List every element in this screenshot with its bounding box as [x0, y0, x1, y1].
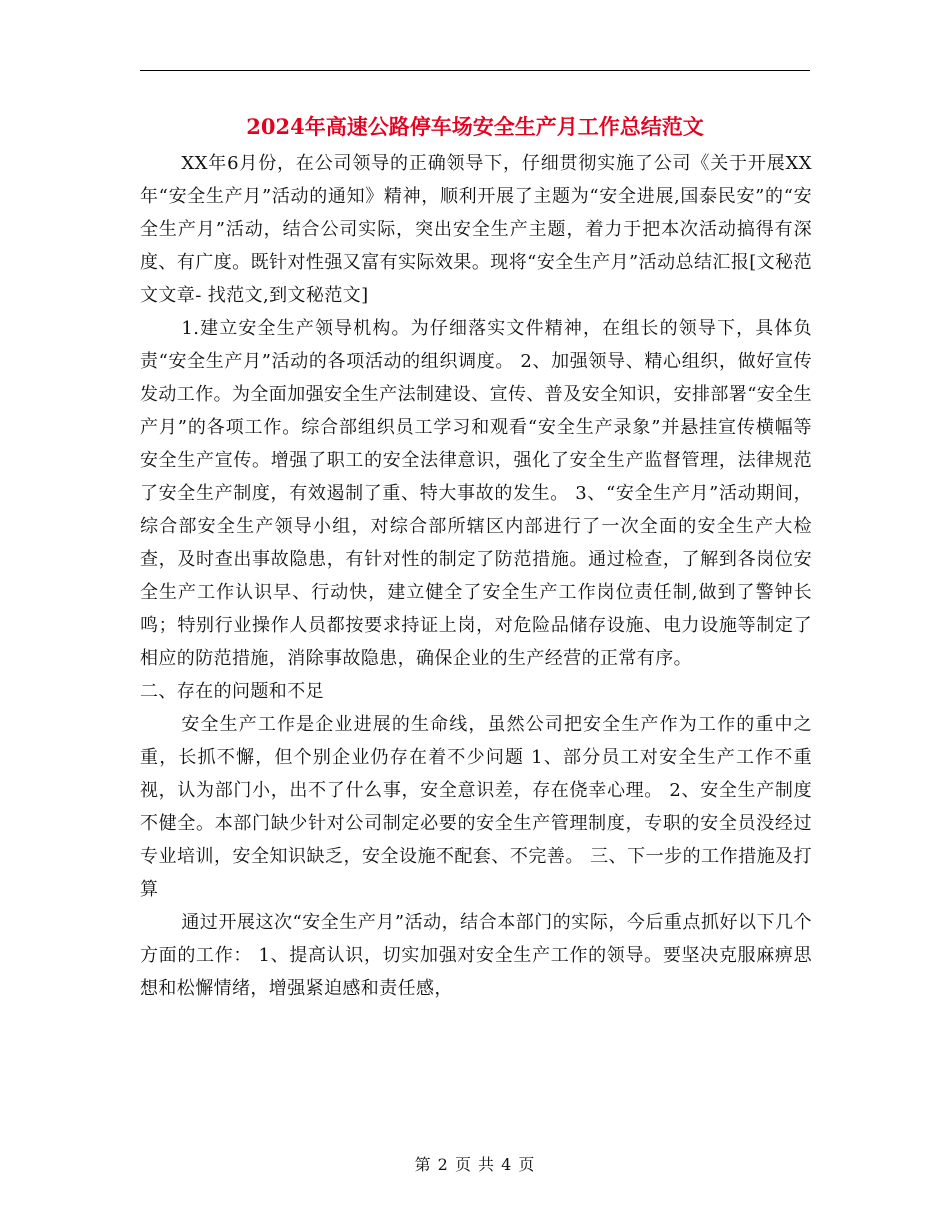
page-footer: 第 2 页 共 4 页 [414, 1155, 536, 1174]
paragraph-problems: 安全生产工作是企业进展的生命线，虽然公司把安全生产作为工作的重中之重，长抓不懈，但个别企业仍存在着不少问题 1、部分员工对安全生产工作不重视，认为部门小，出不了什么事，安全意识差，存在侥幸心理。 2、安全生产制度不健全。本部门缺少针对公司制定必要的安全生产管理制度，专职的安全员没经过专业培训，安全知识缺乏，安全设施不配套、不完善。 三、下一步的工作措施及打算 [140, 714, 812, 900]
header-rule [140, 70, 810, 71]
section-heading-problems: 二、存在的问题和不足 [140, 681, 324, 702]
paragraph-intro: XX年6月份，在公司领导的正确领导下，仔细贯彻实施了公司《关于开展XX年“安全生产月”活动的通知》精神，顺利开展了主题为“安全进展,国泰民安”的“安全生产月”活动，结合公司实际，突出安全生产主题，着力于把本次活动搞得有深度、有广度。既针对性强又富有实际效果。现将“安全生产月”活动总结汇报[文秘范文文章- 找范文,到文秘范文] [140, 153, 812, 306]
paragraph-activities: 1.建立安全生产领导机构。为仔细落实文件精神，在组长的领导下，具体负责“安全生产月”活动的各项活动的组织调度。 2、加强领导、精心组织，做好宣传发动工作。为全面加强安全生产法制建设、宣传、普及安全知识，安排部署“安全生产月”的各项工作。综合部组织员工学习和观看“安全生产录象”并悬挂宣传横幅等安全生产宣传。增强了职工的安全法律意识，强化了安全生产监督管理，法律规范了安全生产制度，有效遏制了重、特大事故的发生。 3、“安全生产月”活动期间，综合部安全生产领导小组，对综合部所辖区内部进行了一次全面的安全生产大检查，及时查出事故隐患，有针对性的制定了防范措施。通过检查，了解到各岗位安全生产工作认识早、行动快，建立健全了安全生产工作岗位责任制,做到了警钟长鸣；特别行业操作人员都按要求持证上岗，对危险品储存设施、电力设施等制定了相应的防范措施，消除事故隐患，确保企业的生产经营的正常有序。 [140, 318, 812, 669]
document-title: 2024年高速公路停车场安全生产月工作总结范文 [246, 114, 704, 139]
paragraph-next-steps: 通过开展这次“安全生产月”活动，结合本部门的实际，今后重点抓好以下几个方面的工作： 1、提高认识，切实加强对安全生产工作的领导。要坚决克服麻痹思想和松懈情绪，增强紧迫感和责任感， [140, 912, 812, 999]
document-body [140, 147, 812, 1005]
